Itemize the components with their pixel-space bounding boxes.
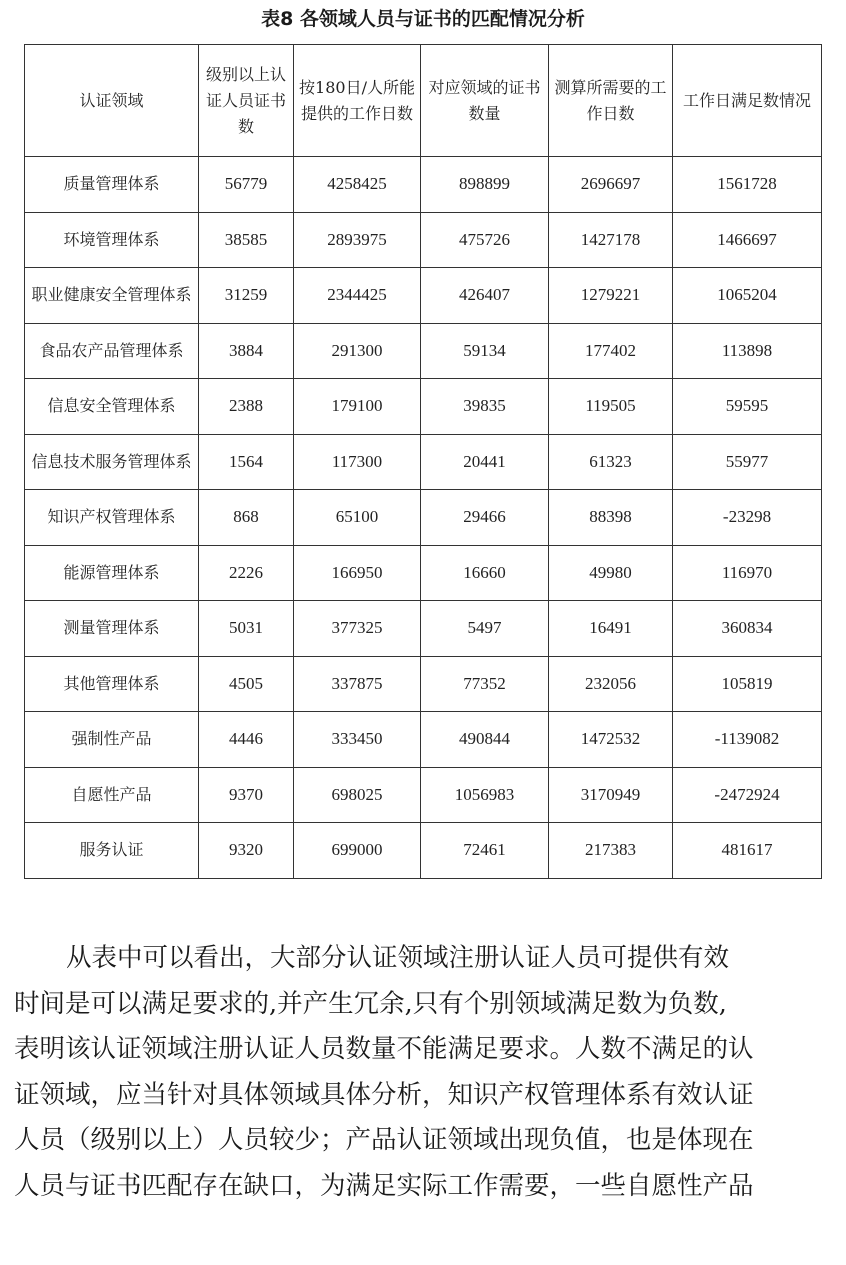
header-required-days: 测算所需要的工作日数 xyxy=(549,45,673,157)
paragraph-line: 表明该认证领域注册认证人员数量不能满足要求。人数不满足的认 xyxy=(14,1034,754,1065)
cell-cert-count: 77352 xyxy=(421,656,549,712)
cell-surplus: 113898 xyxy=(673,323,822,379)
cell-cert-count: 490844 xyxy=(421,712,549,768)
cell-required-days: 88398 xyxy=(549,490,673,546)
cell-domain: 质量管理体系 xyxy=(25,157,199,213)
cell-cert-count: 72461 xyxy=(421,823,549,879)
table-row xyxy=(25,323,822,379)
cell-auditor-certs: 3884 xyxy=(199,323,294,379)
table-row xyxy=(25,490,822,546)
cell-available-days: 65100 xyxy=(294,490,421,546)
cell-cert-count: 5497 xyxy=(421,601,549,657)
cell-domain: 能源管理体系 xyxy=(25,545,199,601)
cell-available-days: 2344425 xyxy=(294,268,421,324)
cell-required-days: 3170949 xyxy=(549,767,673,823)
cell-surplus: -23298 xyxy=(673,490,822,546)
header-auditor-certs: 级别以上认证人员证书数 xyxy=(199,45,294,157)
cell-domain: 信息安全管理体系 xyxy=(25,379,199,435)
cell-available-days: 117300 xyxy=(294,434,421,490)
cell-required-days: 2696697 xyxy=(549,157,673,213)
cell-auditor-certs: 9370 xyxy=(199,767,294,823)
cell-domain: 自愿性产品 xyxy=(25,767,199,823)
cell-surplus: 1065204 xyxy=(673,268,822,324)
cell-surplus: -2472924 xyxy=(673,767,822,823)
cell-domain: 强制性产品 xyxy=(25,712,199,768)
cell-auditor-certs: 31259 xyxy=(199,268,294,324)
cell-required-days: 217383 xyxy=(549,823,673,879)
header-surplus: 工作日满足数情况 xyxy=(673,45,822,157)
cell-domain: 其他管理体系 xyxy=(25,656,199,712)
cell-cert-count: 1056983 xyxy=(421,767,549,823)
table-row xyxy=(25,823,822,879)
cell-domain: 环境管理体系 xyxy=(25,212,199,268)
cell-auditor-certs: 4505 xyxy=(199,656,294,712)
cell-auditor-certs: 5031 xyxy=(199,601,294,657)
table-caption: 表8 各领域人员与证书的匹配情况分析 xyxy=(261,8,585,30)
cell-auditor-certs: 2388 xyxy=(199,379,294,435)
cell-domain: 服务认证 xyxy=(25,823,199,879)
cell-available-days: 291300 xyxy=(294,323,421,379)
matching-table xyxy=(24,44,822,879)
table-row xyxy=(25,157,822,213)
cell-surplus: 105819 xyxy=(673,656,822,712)
cell-available-days: 377325 xyxy=(294,601,421,657)
cell-available-days: 698025 xyxy=(294,767,421,823)
cell-available-days: 333450 xyxy=(294,712,421,768)
table-row xyxy=(25,434,822,490)
table-row xyxy=(25,767,822,823)
cell-domain: 食品农产品管理体系 xyxy=(25,323,199,379)
table-row xyxy=(25,601,822,657)
cell-cert-count: 20441 xyxy=(421,434,549,490)
table-header-row xyxy=(25,45,822,157)
cell-required-days: 119505 xyxy=(549,379,673,435)
cell-auditor-certs: 868 xyxy=(199,490,294,546)
cell-cert-count: 475726 xyxy=(421,212,549,268)
table-row xyxy=(25,212,822,268)
cell-required-days: 232056 xyxy=(549,656,673,712)
cell-surplus: 481617 xyxy=(673,823,822,879)
cell-auditor-certs: 9320 xyxy=(199,823,294,879)
cell-available-days: 179100 xyxy=(294,379,421,435)
cell-cert-count: 898899 xyxy=(421,157,549,213)
cell-auditor-certs: 2226 xyxy=(199,545,294,601)
cell-required-days: 1279221 xyxy=(549,268,673,324)
cell-required-days: 1472532 xyxy=(549,712,673,768)
header-domain: 认证领域 xyxy=(25,45,199,157)
cell-available-days: 166950 xyxy=(294,545,421,601)
cell-surplus: 55977 xyxy=(673,434,822,490)
table-row xyxy=(25,712,822,768)
table-row xyxy=(25,379,822,435)
cell-required-days: 49980 xyxy=(549,545,673,601)
cell-auditor-certs: 4446 xyxy=(199,712,294,768)
cell-cert-count: 426407 xyxy=(421,268,549,324)
paragraph-line: 证领域，应当针对具体领域具体分析，知识产权管理体系有效认证 xyxy=(14,1079,754,1110)
cell-domain: 测量管理体系 xyxy=(25,601,199,657)
cell-required-days: 177402 xyxy=(549,323,673,379)
paragraph-line: 人员与证书匹配存在缺口，为满足实际工作需要，一些自愿性产品 xyxy=(14,1170,754,1201)
paragraph-line: 时间是可以满足要求的,并产生冗余,只有个别领域满足数为负数, xyxy=(14,988,727,1019)
table-row xyxy=(25,545,822,601)
cell-surplus: 116970 xyxy=(673,545,822,601)
cell-available-days: 337875 xyxy=(294,656,421,712)
cell-surplus: 360834 xyxy=(673,601,822,657)
cell-required-days: 61323 xyxy=(549,434,673,490)
cell-domain: 知识产权管理体系 xyxy=(25,490,199,546)
cell-required-days: 16491 xyxy=(549,601,673,657)
cell-surplus: -1139082 xyxy=(673,712,822,768)
cell-available-days: 2893975 xyxy=(294,212,421,268)
cell-domain: 信息技术服务管理体系 xyxy=(25,434,199,490)
table-row xyxy=(25,268,822,324)
cell-surplus: 59595 xyxy=(673,379,822,435)
cell-cert-count: 39835 xyxy=(421,379,549,435)
table-row xyxy=(25,656,822,712)
header-available-days: 按180日/人所能提供的工作日数 xyxy=(294,45,421,157)
cell-cert-count: 29466 xyxy=(421,490,549,546)
cell-surplus: 1466697 xyxy=(673,212,822,268)
cell-available-days: 4258425 xyxy=(294,157,421,213)
cell-surplus: 1561728 xyxy=(673,157,822,213)
paragraph-line: 人员（级别以上）人员较少；产品认证领域出现负值，也是体现在 xyxy=(14,1125,754,1156)
body-paragraph xyxy=(14,936,834,1210)
cell-auditor-certs: 38585 xyxy=(199,212,294,268)
cell-auditor-certs: 56779 xyxy=(199,157,294,213)
paragraph-line: 从表中可以看出，大部分认证领域注册认证人员可提供有效 xyxy=(66,943,730,973)
header-cert-count: 对应领域的证书数量 xyxy=(421,45,549,157)
cell-auditor-certs: 1564 xyxy=(199,434,294,490)
cell-cert-count: 59134 xyxy=(421,323,549,379)
cell-required-days: 1427178 xyxy=(549,212,673,268)
cell-cert-count: 16660 xyxy=(421,545,549,601)
cell-available-days: 699000 xyxy=(294,823,421,879)
cell-domain: 职业健康安全管理体系 xyxy=(25,268,199,324)
